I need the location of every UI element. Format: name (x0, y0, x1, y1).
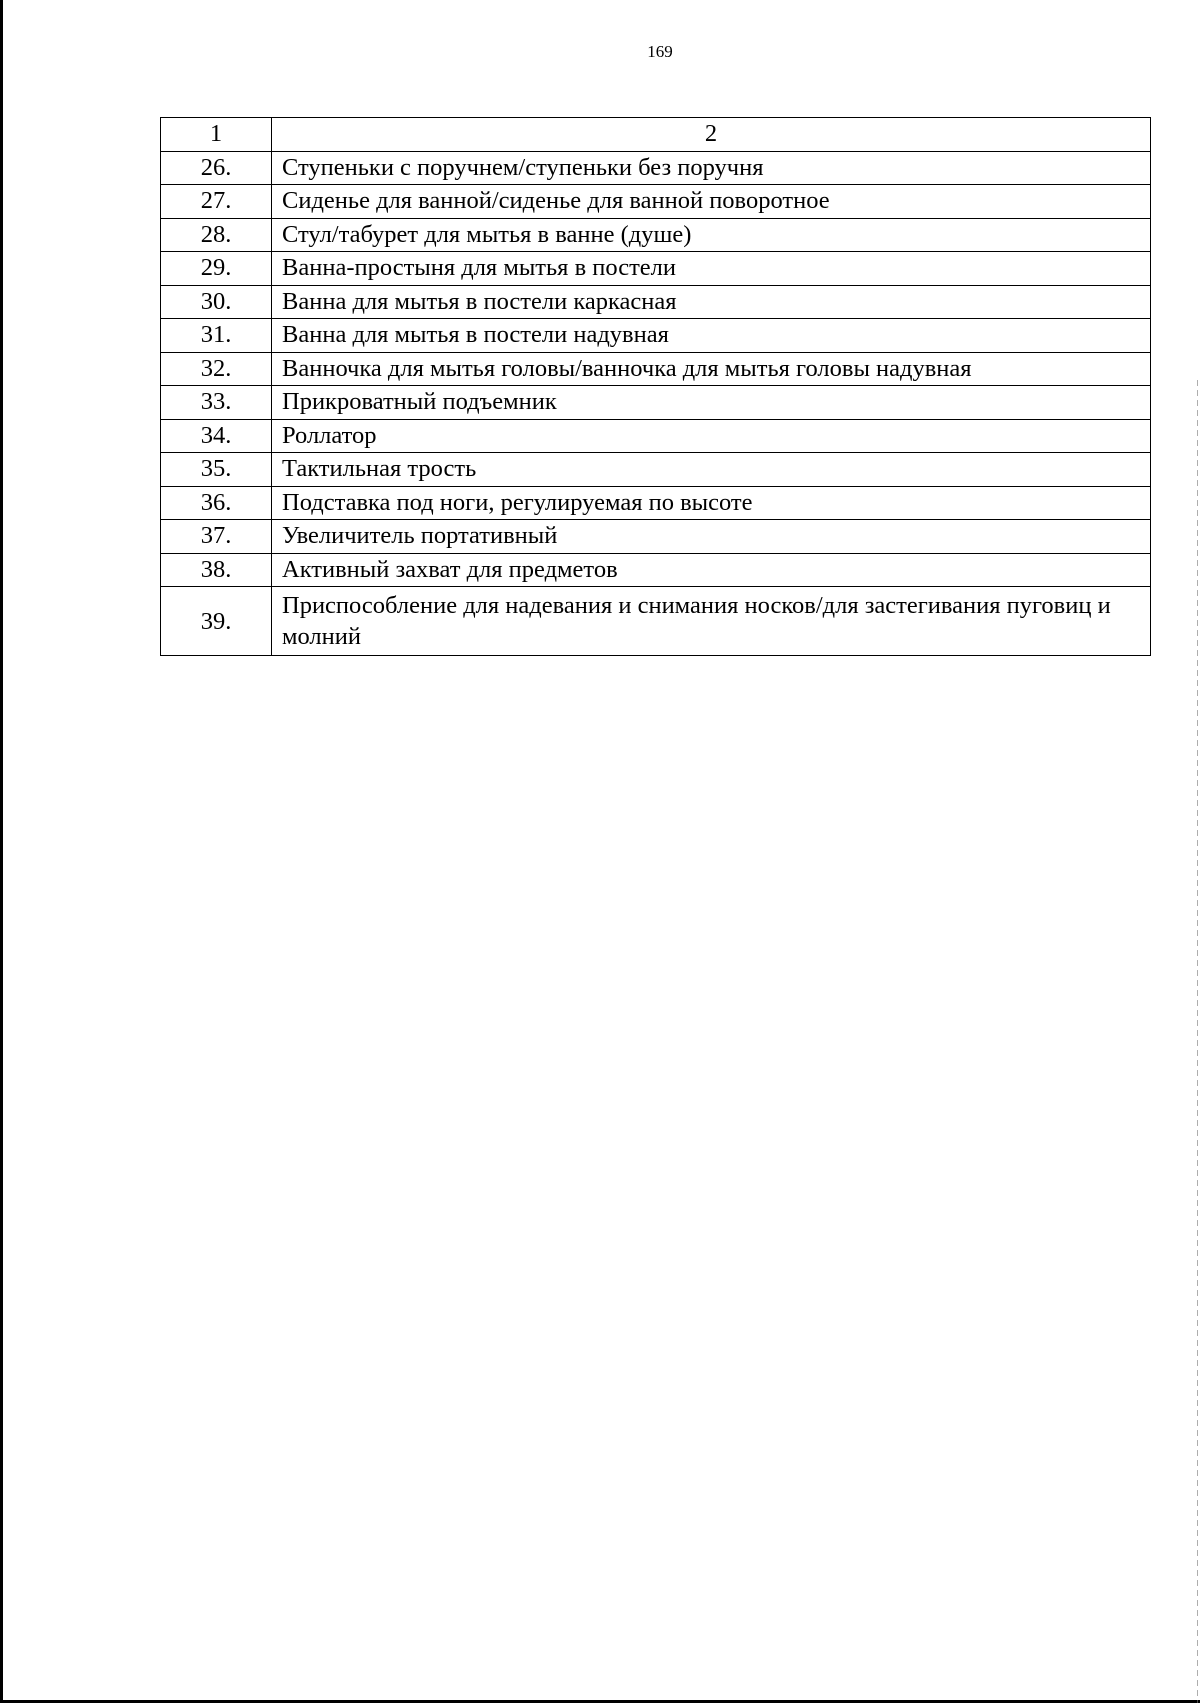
header-cell-number: 1 (161, 118, 272, 152)
row-text: Стул/табурет для мытья в ванне (душе) (272, 218, 1151, 252)
row-number: 33. (161, 386, 272, 420)
row-text: Ступеньки с поручнем/ступеньки без поручня (272, 151, 1151, 185)
row-text: Активный захват для предметов (272, 553, 1151, 587)
row-number: 27. (161, 185, 272, 219)
scan-edge-right (1197, 380, 1198, 1703)
row-text: Ванна-простыня для мытья в постели (272, 252, 1151, 286)
row-text: Ванна для мытья в постели каркасная (272, 285, 1151, 319)
row-text: Сиденье для ванной/сиденье для ванной поворотное (272, 185, 1151, 219)
items-table (160, 117, 1151, 656)
table-header-row (161, 118, 1151, 152)
row-text: Прикроватный подъемник (272, 386, 1151, 420)
row-number: 26. (161, 151, 272, 185)
row-number: 34. (161, 419, 272, 453)
table-row (161, 386, 1151, 420)
table-row (161, 587, 1151, 656)
row-text: Увеличитель портативный (272, 520, 1151, 554)
row-number: 37. (161, 520, 272, 554)
row-text: Подставка под ноги, регулируемая по высоте (272, 486, 1151, 520)
row-number: 32. (161, 352, 272, 386)
table-row (161, 151, 1151, 185)
table-row (161, 520, 1151, 554)
table-row (161, 319, 1151, 353)
row-number: 30. (161, 285, 272, 319)
table-row (161, 419, 1151, 453)
scan-edge-left (0, 0, 3, 1703)
table-row (161, 352, 1151, 386)
row-number: 36. (161, 486, 272, 520)
row-number: 29. (161, 252, 272, 286)
header-cell-name: 2 (272, 118, 1151, 152)
row-text: Ванночка для мытья головы/ванночка для мытья головы надувная (272, 352, 1151, 386)
row-number: 35. (161, 453, 272, 487)
table-row (161, 218, 1151, 252)
row-number: 38. (161, 553, 272, 587)
row-number: 28. (161, 218, 272, 252)
row-number: 31. (161, 319, 272, 353)
row-text: Тактильная трость (272, 453, 1151, 487)
row-text: Приспособление для надевания и снимания носков/для застегивания пуговиц и молний (272, 587, 1151, 656)
row-text: Роллатор (272, 419, 1151, 453)
row-text: Ванна для мытья в постели надувная (272, 319, 1151, 353)
row-number: 39. (161, 587, 272, 656)
table-row (161, 453, 1151, 487)
table-row (161, 252, 1151, 286)
table-row (161, 486, 1151, 520)
table-row (161, 285, 1151, 319)
table-row (161, 553, 1151, 587)
table-row (161, 185, 1151, 219)
page-number: 169 (647, 42, 673, 61)
